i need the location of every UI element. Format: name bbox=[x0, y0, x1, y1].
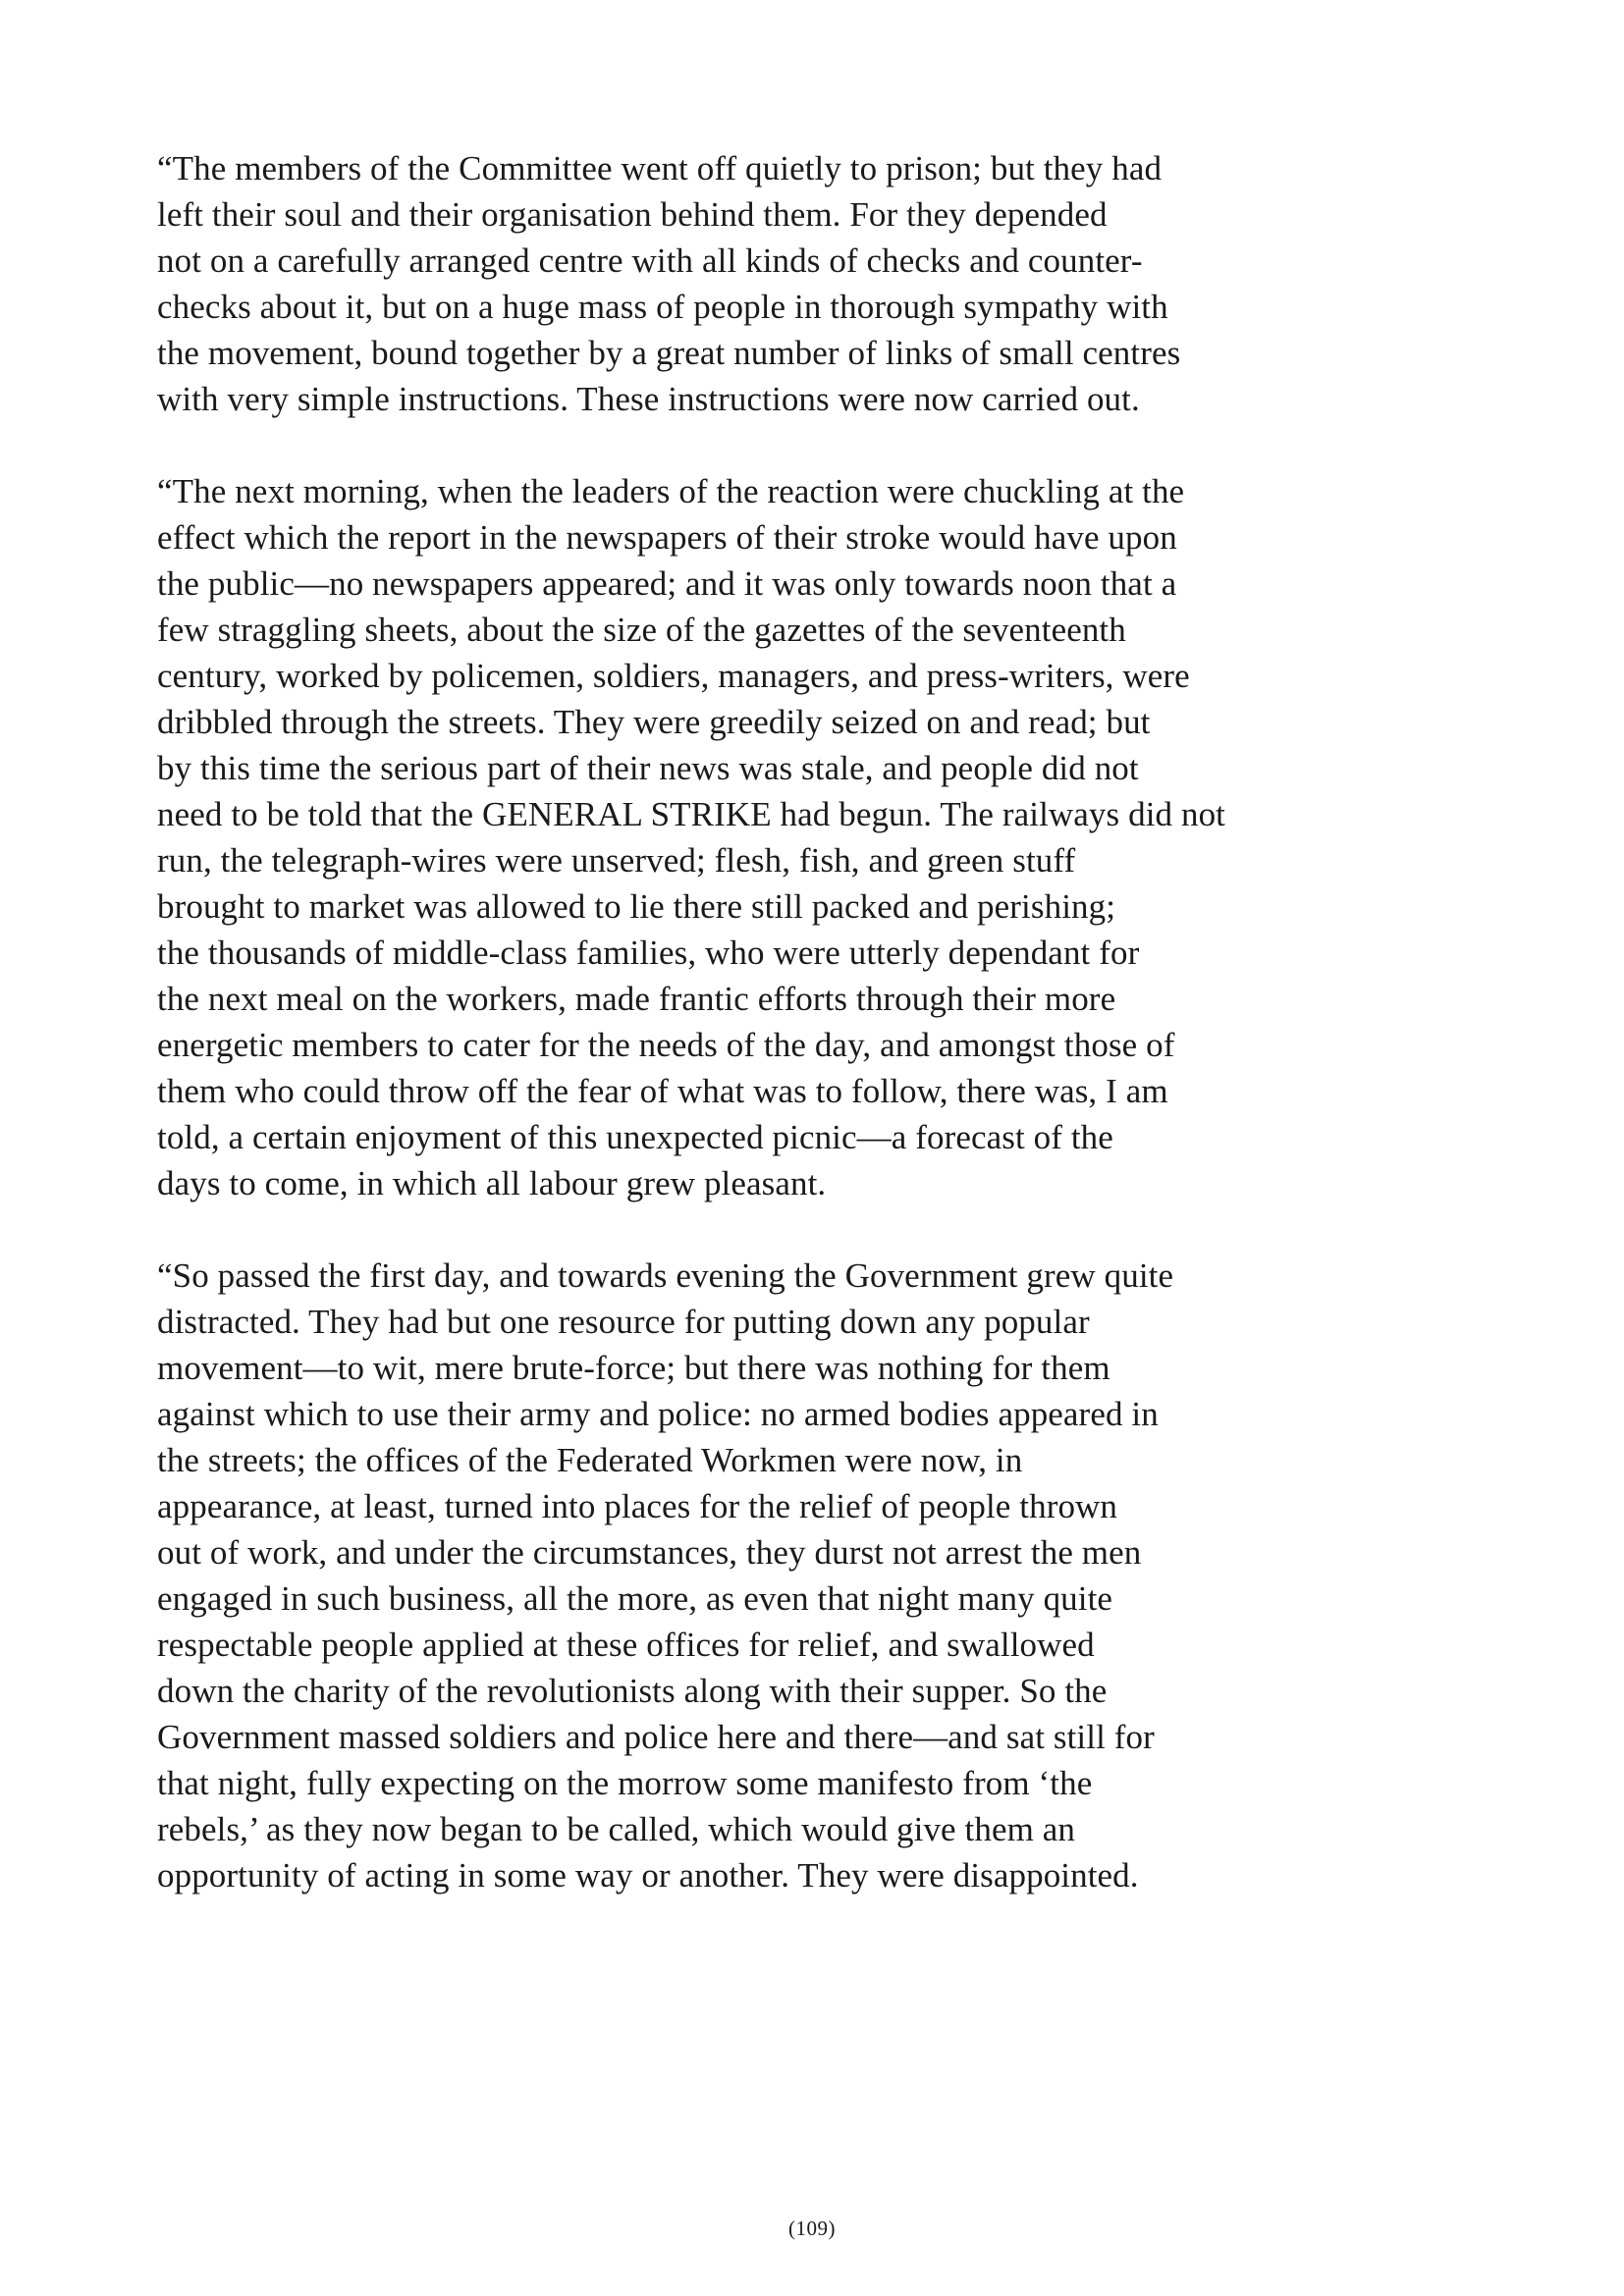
text-line: dribbled through the streets. They were greedily seized on and read; but bbox=[157, 703, 1151, 741]
text-line: that night, fully expecting on the morrow some manifesto from ‘the bbox=[157, 1764, 1093, 1802]
text-line: few straggling sheets, about the size of the gazettes of the seventeenth bbox=[157, 611, 1126, 649]
text-line: the movement, bound together by a great number of links of small centres bbox=[157, 334, 1181, 372]
text-line: against which to use their army and police: no armed bodies appeared in bbox=[157, 1395, 1159, 1433]
text-line: out of work, and under the circumstances, they durst not arrest the men bbox=[157, 1533, 1142, 1572]
text-line: the streets; the offices of the Federated Workmen were now, in bbox=[157, 1441, 1023, 1479]
text-line: Government massed soldiers and police here and there—and sat still for bbox=[157, 1718, 1155, 1756]
paragraph-3 bbox=[157, 1253, 1375, 1898]
text-line: the public—no newspapers appeared; and it was only towards noon that a bbox=[157, 564, 1177, 603]
text-line: engaged in such business, all the more, as even that night many quite bbox=[157, 1579, 1113, 1618]
text-line: “The members of the Committee went off quietly to prison; but they had bbox=[157, 149, 1163, 187]
text-line: days to come, in which all labour grew pleasant. bbox=[157, 1164, 827, 1202]
text-line: movement—to wit, mere brute-force; but there was nothing for them bbox=[157, 1349, 1110, 1387]
text-line: by this time the serious part of their news was stale, and people did not bbox=[157, 749, 1139, 787]
text-line: the next meal on the workers, made frantic efforts through their more bbox=[157, 980, 1116, 1018]
text-line: with very simple instructions. These instructions were now carried out. bbox=[157, 380, 1140, 418]
text-line: appearance, at least, turned into places for the relief of people thrown bbox=[157, 1487, 1118, 1525]
text-line: told, a certain enjoyment of this unexpected picnic—a forecast of the bbox=[157, 1118, 1113, 1156]
body-text bbox=[157, 145, 1375, 1945]
text-line: left their soul and their organisation behind them. For they depended bbox=[157, 195, 1108, 234]
text-line: energetic members to cater for the needs of the day, and amongst those of bbox=[157, 1026, 1175, 1064]
text-line: century, worked by policemen, soldiers, managers, and press-writers, were bbox=[157, 657, 1190, 695]
text-line: rebels,’ as they now began to be called, which would give them an bbox=[157, 1810, 1076, 1848]
text-line: not on a carefully arranged centre with all kinds of checks and counter- bbox=[157, 241, 1143, 280]
text-line: down the charity of the revolutionists along with their supper. So the bbox=[157, 1672, 1108, 1710]
text-line: need to be told that the GENERAL STRIKE had begun. The railways did not bbox=[157, 795, 1225, 833]
text-line: brought to market was allowed to lie there still packed and perishing; bbox=[157, 887, 1116, 926]
text-line: them who could throw off the fear of what was to follow, there was, I am bbox=[157, 1072, 1168, 1110]
page-number: (109) bbox=[788, 2216, 836, 2240]
text-line: run, the telegraph-wires were unserved; flesh, fish, and green stuff bbox=[157, 841, 1076, 880]
text-line: distracted. They had but one resource for putting down any popular bbox=[157, 1303, 1090, 1341]
text-line: effect which the report in the newspapers of their stroke would have upon bbox=[157, 518, 1177, 557]
paragraph-1 bbox=[157, 145, 1375, 422]
text-line: respectable people applied at these offices for relief, and swallowed bbox=[157, 1626, 1095, 1664]
text-line: checks about it, but on a huge mass of people in thorough sympathy with bbox=[157, 288, 1168, 326]
text-line: opportunity of acting in some way or another. They were disappointed. bbox=[157, 1856, 1139, 1895]
text-line: “So passed the first day, and towards evening the Government grew quite bbox=[157, 1256, 1174, 1295]
paragraph-2 bbox=[157, 468, 1375, 1206]
text-line: the thousands of middle-class families, who were utterly dependant for bbox=[157, 934, 1140, 972]
text-line: “The next morning, when the leaders of the reaction were chuckling at the bbox=[157, 472, 1185, 510]
